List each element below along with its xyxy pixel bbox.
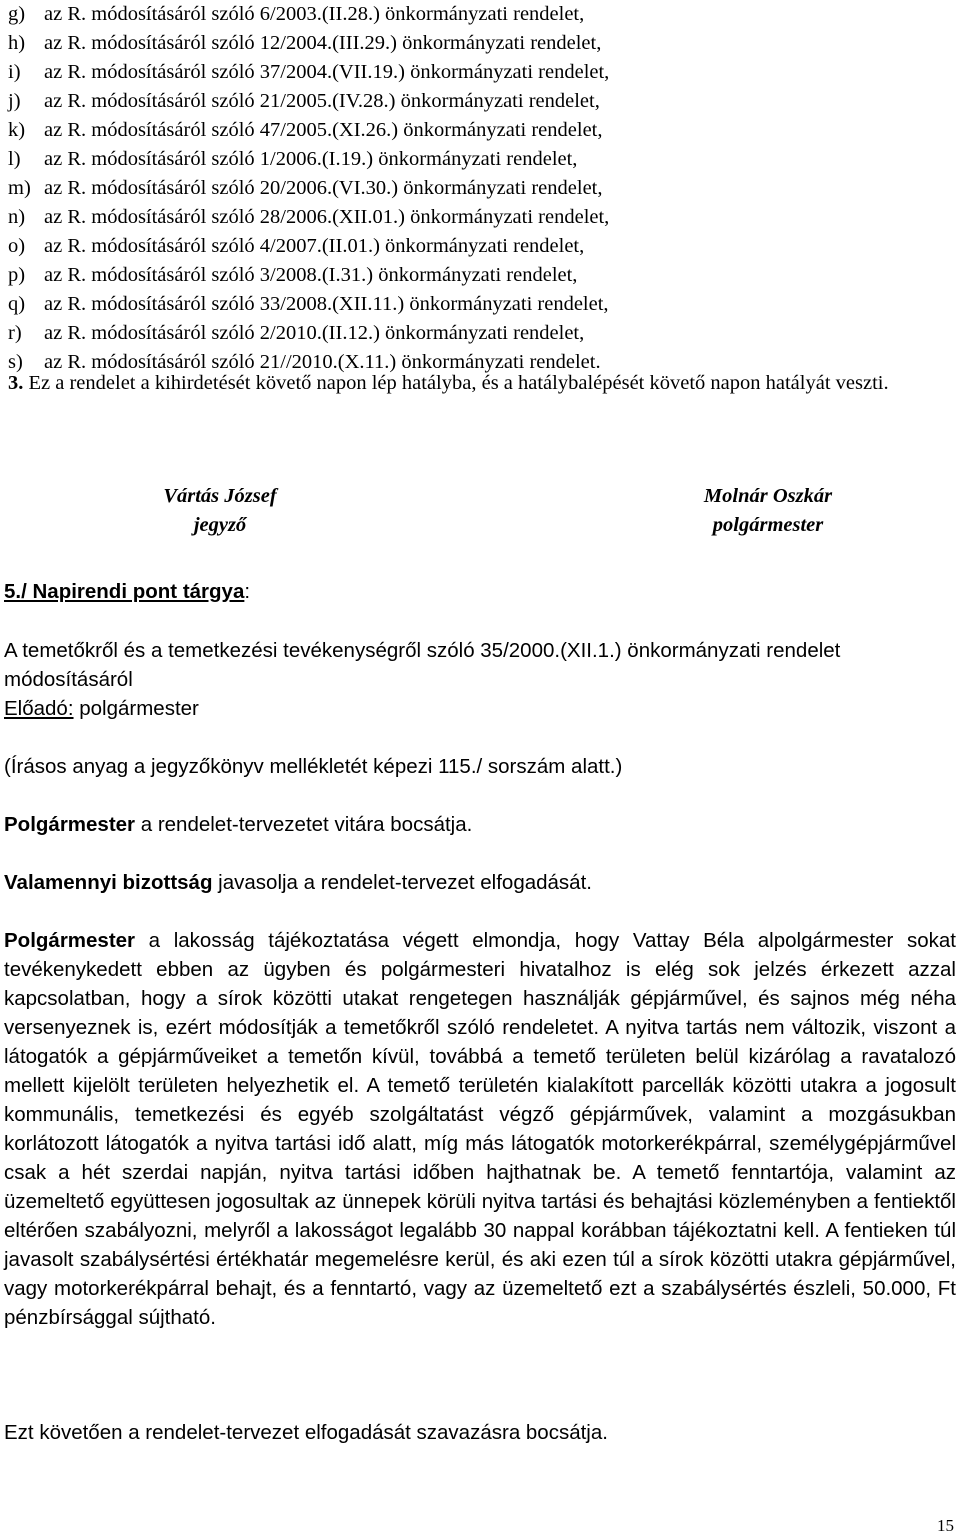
attachment-note: (Írásos anyag a jegyzőkönyv mellékletét képezi 115./ sorszám alatt.) [4, 755, 623, 778]
list-item [8, 116, 948, 145]
mayor-statement [4, 810, 956, 839]
list-text: az R. módosításáról szóló 2/2010.(II.12.) önkormányzati rendelet, [44, 322, 585, 344]
list-item [8, 319, 948, 348]
list-item [8, 174, 948, 203]
signature-name: Molnár Oszkár [703, 485, 833, 507]
list-letter: r) [8, 322, 22, 344]
list-text: az R. módosításáról szóló 28/2006.(XII.01.) önkormányzati rendelet, [44, 206, 610, 228]
list-item [8, 58, 948, 87]
list-letter: s) [8, 351, 23, 373]
list-text: az R. módosításáról szóló 21//2010.(X.11.) önkormányzati rendelet. [44, 351, 601, 373]
ordinance-list [8, 0, 948, 377]
presenter-value: polgármester [73, 697, 199, 720]
speaker-name: Polgármester [4, 929, 136, 952]
agenda-heading [4, 577, 250, 606]
list-item [8, 87, 948, 116]
list-item [8, 261, 948, 290]
list-text: az R. módosításáról szóló 6/2003.(II.28.) önkormányzati rendelet, [44, 3, 585, 25]
signature-title: polgármester [712, 514, 824, 536]
section-number: 3. [8, 372, 24, 394]
list-text: az R. módosításáról szóló 37/2004.(VII.19.) önkormányzati rendelet, [44, 61, 610, 83]
signature-notary [120, 482, 320, 540]
list-letter: l) [8, 148, 21, 170]
list-letter: p) [8, 264, 26, 286]
list-letter: h) [8, 32, 26, 54]
list-letter: m) [8, 177, 31, 199]
agenda-heading-text: 5./ Napirendi pont tárgya [4, 580, 245, 603]
list-text: az R. módosításáról szóló 12/2004.(III.29.) önkormányzati rendelet, [44, 32, 602, 54]
committee-name: Valamennyi bizottság [4, 871, 213, 894]
section-text: Ez a rendelet a kihirdetését követő napon lép hatályba, és a hatálybalépését követő napon hatályát veszti. [28, 372, 889, 394]
agenda-topic: A temetőkről és a temetkezési tevékenységről szóló 35/2000.(XII.1.) önkormányzati rendelet módosításáról [4, 639, 841, 691]
list-item [8, 0, 948, 29]
explanation-text: a lakosság tájékoztatása végett elmondja, hogy Vattay Béla alpolgármester sokat tevékenykedett ebben az ügyben és polgármesteri hivatalhoz is elég sok jelzés érkezett azzal kapcsolatban, hogy a sírok közötti utakat rengetegen használják gépjárművel, és sajnos még néha versenyeznek is, ezért módosítják a temetőkről szóló rendeletet. A nyitva tartás nem változik, viszont a látogatók a gépjárműveiket a temetőn kívül, továbbá a temető területen belül kizárólag a ravatalozó mellett kijelölt területen helyezhetik el. A temető területén kialakított parcellák közötti utakra a jogosult kommunális, temetkezési és egyéb szolgáltatást végző gépjárművek, valamint a mozgásukban korlátozott látogatók a nyitva tartási idő alatt, míg más látogatók motorkerékpárral, személygépjárművel csak a hét szerdai napján, nyitva tartási időben hajthatnak be. A temető fenntartója, valamint az üzemeltető együttesen jogosultak az ünnepek körüli nyitva tartási és behajtási közleményben a fentiektől eltérően szabályozni, melyről a lakosságot legalább 30 nappal korábban tájékoztatni kell. A fentieken túl javasolt szabálysértési értékhatár megemelésre kerül, és aki ezen túl a sírok közötti utakra gépjárművel, vagy motorkerékpárral behajt, és a fenntartó, vagy az üzemeltető ezt a szabálysértés észleli, 50.000, Ft pénzbírsággal sújtható. [4, 929, 956, 1329]
signature-name: Vártás József [163, 485, 277, 507]
closing-sentence: Ezt követően a rendelet-tervezet elfogadását szavazásra bocsátja. [4, 1421, 608, 1444]
list-item [8, 203, 948, 232]
signature-mayor [648, 482, 888, 540]
list-text: az R. módosításáról szóló 3/2008.(I.31.) önkormányzati rendelet, [44, 264, 578, 286]
list-text: az R. módosításáról szóló 33/2008.(XII.11.) önkormányzati rendelet, [44, 293, 609, 315]
agenda-presenter [4, 694, 956, 723]
list-text: az R. módosításáról szóló 4/2007.(II.01.) önkormányzati rendelet, [44, 235, 585, 257]
list-letter: o) [8, 235, 26, 257]
list-text: az R. módosításáról szóló 47/2005.(XI.26.) önkormányzati rendelet, [44, 119, 603, 141]
section-3 [8, 369, 958, 398]
list-letter: k) [8, 119, 26, 141]
agenda-heading-colon: : [244, 580, 251, 603]
list-letter: i) [8, 61, 21, 83]
statement-text: a rendelet-tervezetet vitára bocsátja. [135, 813, 473, 836]
list-letter: j) [8, 90, 21, 112]
speaker-name: Polgármester [4, 813, 136, 836]
statement-text: javasolja a rendelet-tervezet elfogadását. [212, 871, 592, 894]
list-letter: q) [8, 293, 26, 315]
signature-title: jegyző [193, 514, 247, 536]
section-3-paragraph [8, 369, 958, 398]
list-item [8, 145, 948, 174]
list-item [8, 290, 948, 319]
list-text: az R. módosításáról szóló 20/2006.(VI.30.) önkormányzati rendelet, [44, 177, 603, 199]
list-letter: g) [8, 3, 26, 25]
page-number: 15 [937, 1516, 954, 1535]
list-item [8, 232, 948, 261]
list-letter: n) [8, 206, 26, 228]
list-text: az R. módosításáról szóló 21/2005.(IV.28.) önkormányzati rendelet, [44, 90, 600, 112]
list-item [8, 29, 948, 58]
presenter-label: Előadó: [4, 697, 74, 720]
mayor-explanation [4, 926, 956, 1332]
list-text: az R. módosításáról szóló 1/2006.(I.19.) önkormányzati rendelet, [44, 148, 578, 170]
committee-statement [4, 868, 956, 897]
